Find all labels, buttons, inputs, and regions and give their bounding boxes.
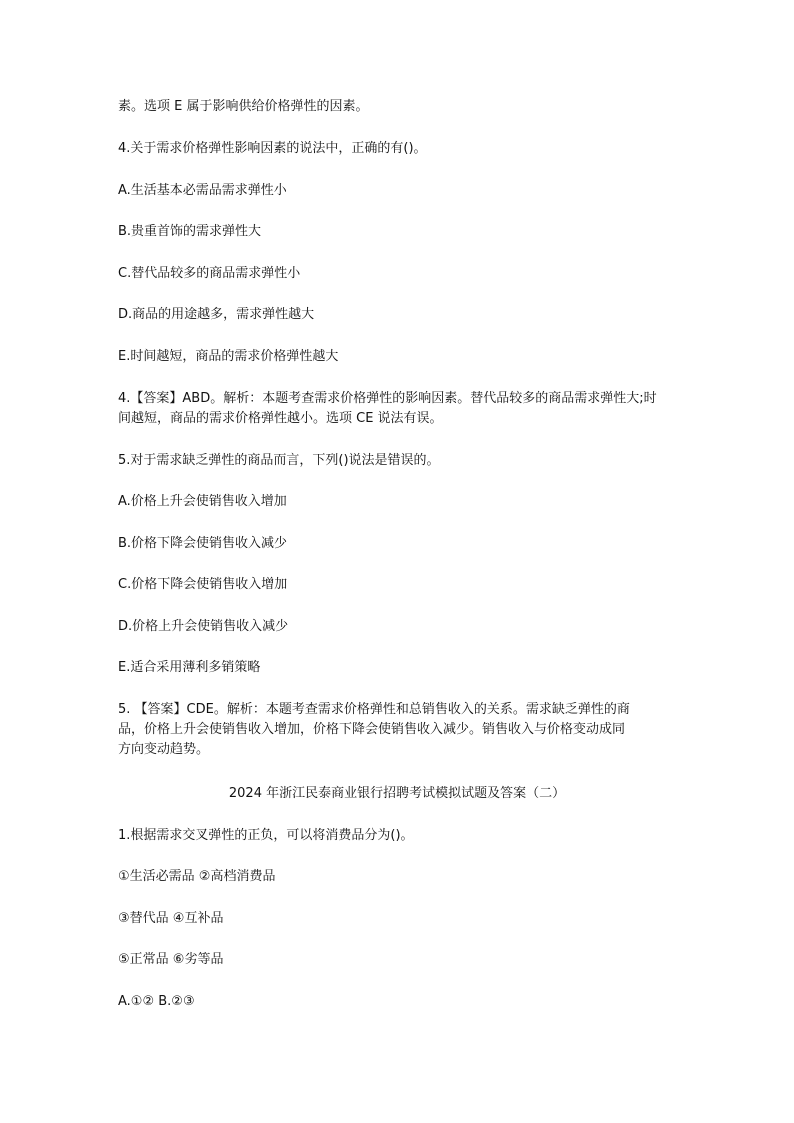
question-4-option-c: C.替代品较多的商品需求弹性小 [118,266,301,281]
question-5-option-e: E.适合采用薄利多销策略 [118,660,261,675]
question-4-answer-line-1: 4.【答案】ABD。解析：本题考查需求价格弹性的影响因素。替代品较多的商品需求弹性大;时 [118,391,657,406]
question-5-option-a: A.价格上升会使销售收入增加 [118,494,287,509]
question-5-option-c: C.价格下降会使销售收入增加 [118,577,288,592]
question-5-option-b: B.价格下降会使销售收入减少 [118,536,288,551]
section-2-question-1-items-2: ③替代品 ④互补品 [118,911,224,926]
section-2-question-1-items-3: ⑤正常品 ⑥劣等品 [118,952,224,967]
question-5-answer-line-3: 方向变动趋势。 [118,742,210,757]
section-2-question-1-items-1: ①生活必需品 ②高档消费品 [118,869,276,884]
question-5-option-d: D.价格上升会使销售收入减少 [118,619,289,634]
question-5-answer [118,700,698,760]
question-4-option-b: B.贵重首饰的需求弹性大 [118,224,262,239]
question-4-option-e: E.时间越短，商品的需求价格弹性越大 [118,349,339,364]
question-4: 4.关于需求价格弹性影响因素的说法中，正确的有()。 [118,141,427,156]
question-5-answer-line-2: 品，价格上升会使销售收入增加，价格下降会使销售收入减少。销售收入与价格变动成同 [118,722,626,737]
question-4-answer [118,389,698,429]
question-4-answer-line-2: 间越短，商品的需求价格弹性越小。选项 CE 说法有误。 [118,411,443,426]
section-2-question-1: 1.根据需求交叉弹性的正负，可以将消费品分为()。 [118,828,414,843]
intro-tail-text: 素。选项 E 属于影响供给价格弹性的因素。 [118,99,369,114]
section-title: 2024 年浙江民泰商业银行招聘考试模拟试题及答案（二） [228,786,566,801]
section-2-question-1-options: A.①② B.②③ [118,994,195,1009]
question-5: 5.对于需求缺乏弹性的商品而言，下列()说法是错误的。 [118,453,440,468]
question-4-option-a: A.生活基本必需品需求弹性小 [118,183,287,198]
question-5-answer-line-1: 5. 【答案】CDE。解析：本题考查需求价格弹性和总销售收入的关系。需求缺乏弹性的商 [118,702,630,717]
question-4-option-d: D.商品的用途越多，需求弹性越大 [118,307,315,322]
